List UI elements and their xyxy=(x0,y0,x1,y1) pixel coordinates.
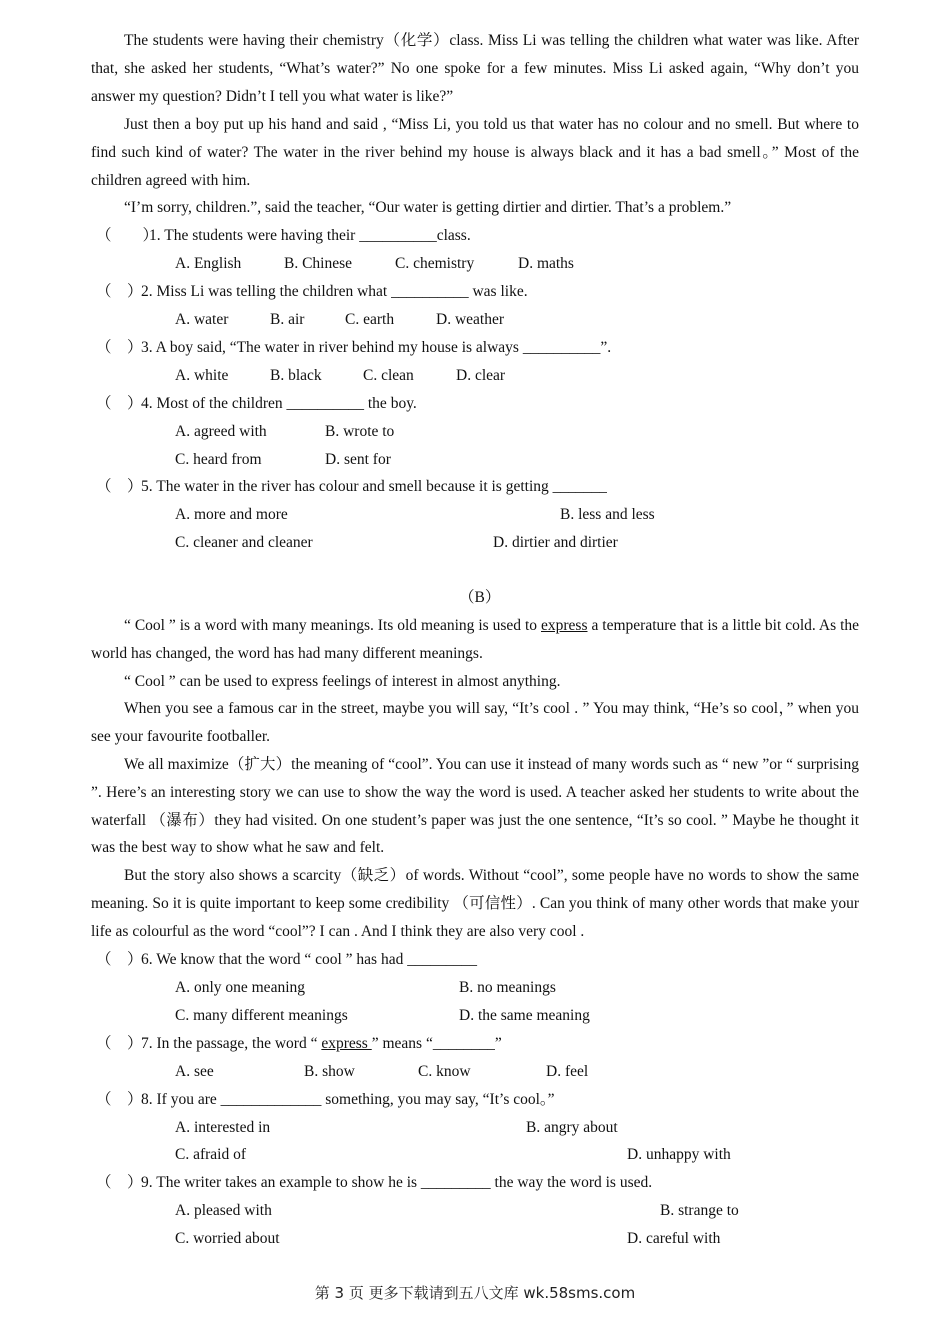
question-stem-text: 7. In the passage, the word “ xyxy=(141,1035,322,1052)
passage-b-paragraph-5: But the story also shows a scarcity（缺乏）of words. Without “cool”, some people have no words to show the same meaning. So it is quite important to keep some credibility （可信性）. Can you think of many other words that make your life as colourful as the word “cool”? I can . And I think they are also very cool . xyxy=(91,867,859,940)
option[interactable]: B. strange to xyxy=(660,1202,739,1219)
option[interactable]: D. weather xyxy=(436,311,504,328)
question-stem: 3. A boy said, “The water in river behind my house is always __________”. xyxy=(141,339,612,356)
page-footer: 第 3 页 更多下载请到五八文库 wk.58sms.com xyxy=(314,1284,636,1302)
option[interactable]: D. feel xyxy=(546,1063,589,1080)
passage-b-paragraph-4: We all maximize（扩大）the meaning of “cool”. You can use it instead of many words such as “ new ”or “ surprising ”. Here’s an interesting story we can use to show the way the word is used. A teacher asked her students to write about the waterfall （瀑布）they had visited. On one student’s paper was just the one sentence, “It’s so cool. ” Maybe he thought it was the best way to show what he saw and felt. xyxy=(91,756,859,857)
option[interactable]: A. see xyxy=(175,1063,214,1080)
question-stem xyxy=(141,1034,502,1054)
underlined-word-express: express xyxy=(541,617,588,634)
question-stem: 9. The writer takes an example to show he is _________ the way the word is used. xyxy=(141,1174,653,1191)
option[interactable]: A. white xyxy=(175,367,229,384)
answer-bracket[interactable]: （ ） xyxy=(96,1174,143,1191)
option[interactable]: B. black xyxy=(270,367,322,384)
passage-b-p1-text: “ Cool ” is a word with many meanings. Its old meaning is used to xyxy=(124,617,541,634)
question-stem: 5. The water in the river has colour and smell because it is getting _______ xyxy=(141,478,607,495)
option[interactable]: B. less and less xyxy=(560,506,655,523)
answer-bracket[interactable]: （ ） xyxy=(96,478,143,495)
question-stem: 6. We know that the word “ cool ” has had _________ xyxy=(141,951,477,968)
option[interactable]: C. afraid of xyxy=(175,1146,247,1163)
question-stem: 1. The students were having their __________class. xyxy=(149,227,471,244)
option[interactable]: B. Chinese xyxy=(284,255,353,272)
option[interactable]: B. show xyxy=(304,1063,355,1080)
passage-b-paragraph-1 xyxy=(91,612,859,668)
question-stem: 8. If you are _____________ something, you may say, “It’s cool。” xyxy=(141,1091,555,1108)
answer-bracket[interactable]: （ ） xyxy=(96,339,143,356)
option[interactable]: A. English xyxy=(175,255,242,272)
underlined-word-express: express xyxy=(321,1035,372,1052)
option[interactable]: A. only one meaning xyxy=(175,979,306,996)
option[interactable]: D. unhappy with xyxy=(627,1146,731,1163)
option[interactable]: D. maths xyxy=(518,255,574,272)
option[interactable]: D. the same meaning xyxy=(459,1007,590,1024)
option[interactable]: D. careful with xyxy=(627,1230,721,1247)
option[interactable]: C. cleaner and cleaner xyxy=(175,534,313,551)
passage-a-paragraph-1: The students were having their chemistry（化学）class. Miss Li was telling the children what water was like. After that, she asked her students, “What’s water?” No one spoke for a few minutes. Miss Li asked again, “Why don’t you answer my question? Didn’t I tell you what water is like?” xyxy=(91,32,859,105)
option[interactable]: C. know xyxy=(418,1063,471,1080)
option[interactable]: C. earth xyxy=(345,311,395,328)
question-stem-text: ” means “________” xyxy=(371,1035,502,1052)
option[interactable]: A. agreed with xyxy=(175,423,267,440)
passage-a-paragraph-3: “I’m sorry, children.”, said the teacher, “Our water is getting dirtier and dirtier. That’s a problem.” xyxy=(124,199,732,216)
answer-bracket[interactable]: （ ） xyxy=(96,951,143,968)
option[interactable]: A. more and more xyxy=(175,506,288,523)
option[interactable]: D. sent for xyxy=(325,451,391,468)
option[interactable]: C. chemistry xyxy=(395,255,475,272)
passage-a-paragraph-2: Just then a boy put up his hand and said , “Miss Li, you told us that water has no colour and no smell. But where to find such kind of water? The water in the river behind my house is always black and it has a bad smell。” Most of the children agreed with him. xyxy=(91,116,859,189)
answer-bracket[interactable]: （ ） xyxy=(96,395,143,412)
question-stem: 4. Most of the children __________ the boy. xyxy=(141,395,417,412)
option[interactable]: B. angry about xyxy=(526,1119,618,1136)
option[interactable]: B. no meanings xyxy=(459,979,556,996)
option[interactable]: A. pleased with xyxy=(175,1202,272,1219)
answer-bracket[interactable]: （ ） xyxy=(96,283,143,300)
option[interactable]: C. worried about xyxy=(175,1230,280,1247)
passage-b-paragraph-3: When you see a famous car in the street, maybe you will say, “It’s cool . ” You may think, “He’s so cool，” when you see your favourite footballer. xyxy=(91,700,859,745)
option[interactable]: A. water xyxy=(175,311,229,328)
passage-b-paragraph-2: “ Cool ” can be used to express feelings of interest in almost anything. xyxy=(124,673,561,690)
answer-bracket[interactable]: （ ） xyxy=(96,1035,143,1052)
passage-b-p1-text: a temperature that is a little bit cold. As the world has changed, the word has had many different meanings. xyxy=(91,617,859,662)
option[interactable]: D. dirtier and dirtier xyxy=(493,534,618,551)
option[interactable]: B. wrote to xyxy=(325,423,395,440)
option[interactable]: C. clean xyxy=(363,367,414,384)
option[interactable]: B. air xyxy=(270,311,305,328)
option[interactable]: A. interested in xyxy=(175,1119,271,1136)
question-stem: 2. Miss Li was telling the children what __________ was like. xyxy=(141,283,528,300)
answer-bracket[interactable]: （ ） xyxy=(96,227,159,244)
option[interactable]: C. many different meanings xyxy=(175,1007,348,1024)
answer-bracket[interactable]: （ ） xyxy=(96,1091,143,1108)
option[interactable]: C. heard from xyxy=(175,451,262,468)
section-b-title: （B） xyxy=(459,589,501,606)
option[interactable]: D. clear xyxy=(456,367,506,384)
